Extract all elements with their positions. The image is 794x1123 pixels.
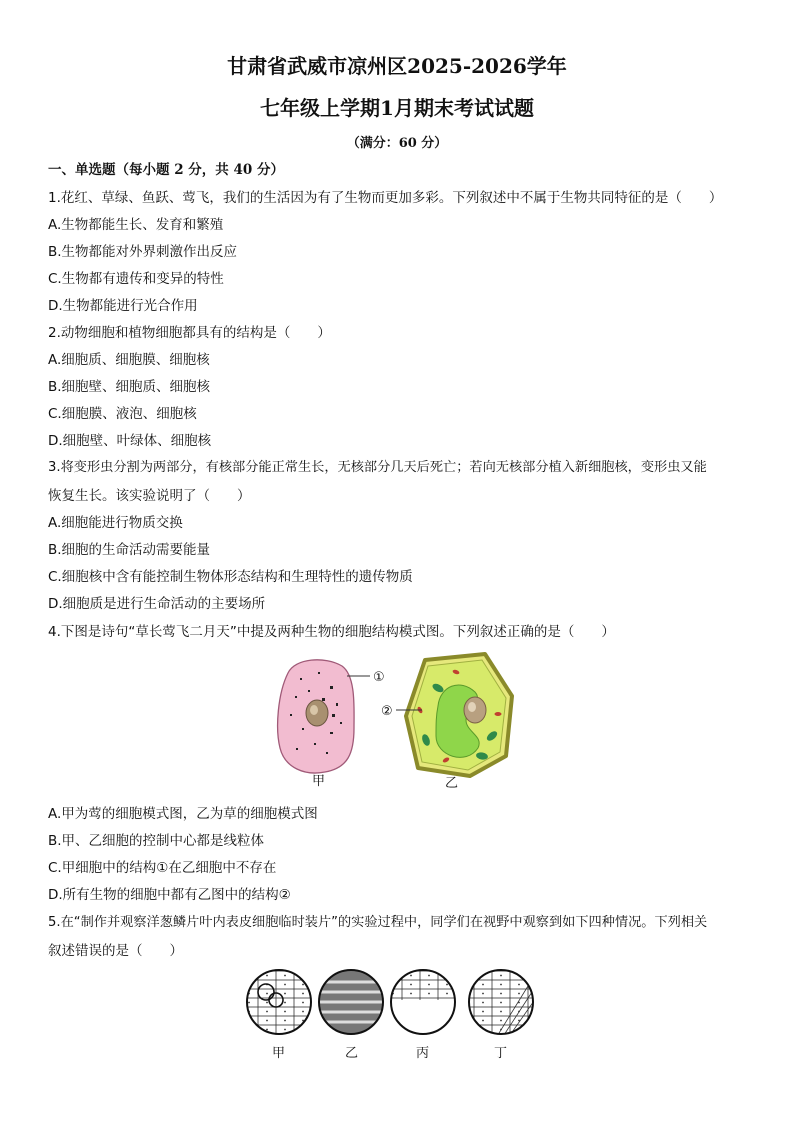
q2-stem: 2.动物细胞和植物细胞都具有的结构是（ ） [48,325,331,341]
q5-label-yi: 乙 [345,1046,359,1061]
q5-label-jia: 甲 [272,1046,286,1061]
q4-marker-2: ② [381,704,393,719]
q3-stem-line2: 恢复生长。该实验说明了（ ） [48,488,251,504]
q2-option-b: B.细胞壁、细胞质、细胞核 [48,379,211,395]
title-line1: 甘肃省武威市凉州区2025-2026学年 [227,54,567,78]
title-line2: 七年级上学期1月期末考试试题 [260,96,534,120]
view-jia [240,962,320,1042]
q3-option-a: A.细胞能进行物质交换 [48,515,183,531]
q3-stem-line1: 3.将变形虫分割为两部分，有核部分能正常生长，无核部分几天后死亡；若向无核部分植入新细胞核，变形虫又能 [48,460,707,475]
q2-option-c: C.细胞膜、液泡、细胞核 [48,406,197,422]
q4-stem: 4.下图是诗句“草长莺飞二月天”中提及两种生物的细胞结构模式图。下列叙述正确的是（ ） [48,624,615,640]
q4-option-a: A.甲为莺的细胞模式图，乙为草的细胞模式图 [48,806,318,822]
q2-option-d: D.细胞壁、叶绿体、细胞核 [48,433,212,449]
q4-option-c: C.甲细胞中的结构①在乙细胞中不存在 [48,860,277,876]
q4-cell-figure [270,648,540,788]
q1-option-c: C.生物都有遗传和变异的特性 [48,271,224,287]
view-bing [390,970,456,1034]
view-yi [318,970,384,1034]
q1-option-b: B.生物都能对外界刺激作出反应 [48,244,238,260]
q4-label-yi: 乙 [445,776,459,791]
q4-label-jia: 甲 [312,774,326,789]
q1-option-a: A.生物都能生长、发育和繁殖 [48,217,224,233]
q4-marker-1: ① [373,670,385,685]
q4-option-b: B.甲、乙细胞的控制中心都是线粒体 [48,833,265,849]
q1-stem: 1.花红、草绿、鱼跃、莺飞，我们的生活因为有了生物而更加多彩。下列叙述中不属于生物共同特征的是（ ） [48,190,723,206]
q5-microscope-views [240,962,540,1042]
q5-label-ding: 丁 [494,1046,508,1061]
q5-stem-line1: 5.在“制作并观察洋葱鳞片叶内表皮细胞临时装片”的实验过程中，同学们在视野中观察到如下四种情况。下列相关 [48,915,708,930]
score-note: （满分：60 分） [346,136,448,151]
animal-cell-diagram [278,660,370,773]
q3-option-d: D.细胞质是进行生命活动的主要场所 [48,596,266,612]
section-heading: 一、单选题（每小题 2 分，共 40 分） [48,162,284,178]
q1-option-d: D.生物都能进行光合作用 [48,298,198,314]
q5-label-bing: 丙 [416,1046,430,1061]
q2-option-a: A.细胞质、细胞膜、细胞核 [48,352,210,368]
q4-option-d: D.所有生物的细胞中都有乙图中的结构② [48,887,291,903]
plant-cell-diagram [396,654,512,776]
q3-option-b: B.细胞的生命活动需要能量 [48,542,211,558]
q3-option-c: C.细胞核中含有能控制生物体形态结构和生理特性的遗传物质 [48,569,413,585]
q5-stem-line2: 叙述错误的是（ ） [48,943,183,959]
view-ding [468,962,538,1042]
